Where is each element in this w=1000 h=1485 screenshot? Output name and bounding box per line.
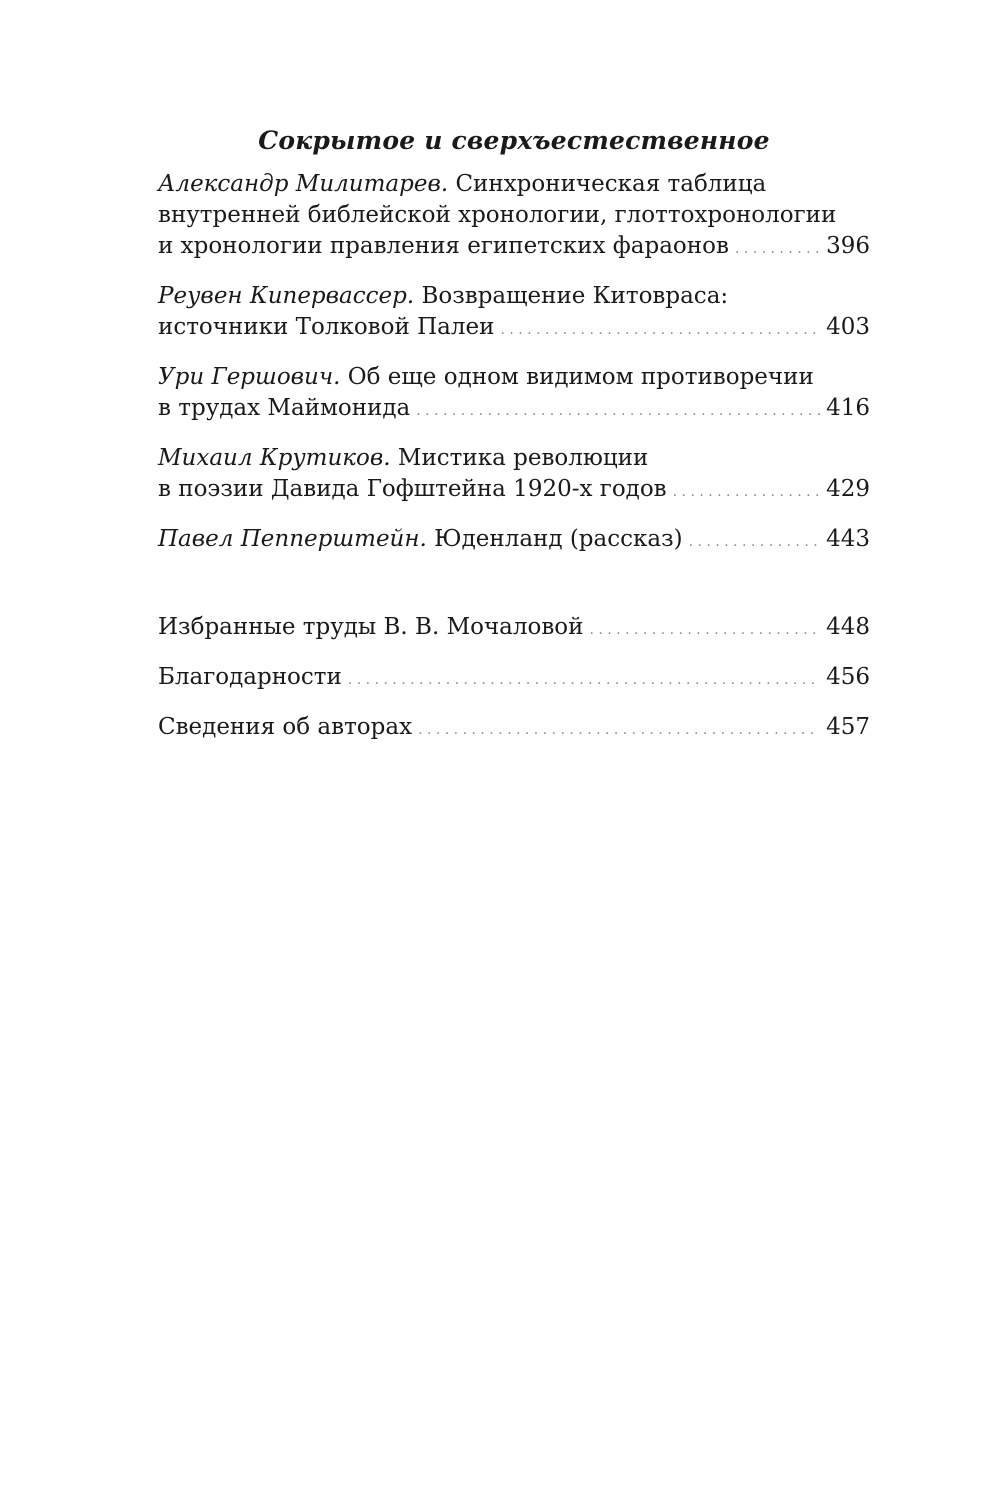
toc-entry-author: Михаил Крутиков.: [158, 445, 391, 471]
toc-entry[interactable]: [158, 281, 870, 346]
toc-entry[interactable]: [158, 169, 870, 265]
page-number: 448: [826, 614, 870, 640]
toc-entry-title: Возвращение Китовраса:: [421, 283, 729, 309]
toc-entry-title-line: внутренней библейской хронологии, глоттохронологии: [158, 202, 837, 228]
page-number: 403: [826, 314, 870, 340]
toc-entry-title: Юденланд (рассказ): [434, 526, 683, 552]
page-number: 396: [826, 233, 870, 259]
toc-entry-first-line: [158, 169, 870, 200]
toc-entry-author: Павел Пепперштейн.: [158, 526, 427, 552]
toc-entry-title: Об еще одном видимом противоречии: [347, 364, 814, 390]
toc-entry-author: Ури Гершович.: [158, 364, 341, 390]
toc-back-matter-title: Избранные труды В. В. Мочаловой: [158, 614, 584, 640]
toc-entry-title-line: в трудах Маймонида: [158, 395, 411, 421]
toc-entry-last-line: [158, 524, 870, 558]
toc-entry[interactable]: [158, 362, 870, 427]
toc-entry[interactable]: [158, 443, 870, 508]
toc-entry-last-line: [158, 474, 870, 508]
dot-leader: [589, 615, 820, 646]
dot-leader: [500, 315, 820, 346]
dot-leader: [416, 396, 820, 427]
page-number: 456: [826, 664, 870, 690]
toc-entry-first-line: [158, 524, 683, 555]
toc-entry-title: Синхроническая таблица: [455, 171, 767, 197]
toc-entry-last-line: [158, 231, 870, 265]
toc-entry-author: Александр Милитарев.: [158, 171, 449, 197]
page-number: 429: [826, 476, 870, 502]
dot-leader: [348, 665, 820, 696]
toc-entry-last-line: [158, 393, 870, 427]
toc-entry-first-line: [158, 281, 870, 312]
section-title: Сокрытое и сверхъестественное: [258, 126, 770, 155]
page-number: 416: [826, 395, 870, 421]
toc-entry-title-line: в поэзии Давида Гофштейна 1920-х годов: [158, 476, 667, 502]
toc-back-matter-entry[interactable]: [158, 662, 870, 696]
dot-leader: [673, 477, 820, 508]
dot-leader: [735, 234, 820, 265]
toc-entry-title-line: и хронологии правления египетских фараонов: [158, 233, 729, 259]
toc-entry-author: Реувен Кипервассер.: [158, 283, 415, 309]
dot-leader: [689, 527, 820, 558]
toc-entry[interactable]: [158, 524, 870, 558]
toc-entry-title-line: источники Толковой Палеи: [158, 314, 495, 340]
dot-leader: [418, 715, 820, 746]
toc-entry-last-line: [158, 312, 870, 346]
toc-back-matter-entry[interactable]: [158, 712, 870, 746]
section-gap: [158, 574, 870, 612]
table-of-contents: [158, 125, 870, 762]
toc-back-matter-title: Благодарности: [158, 664, 342, 690]
page-number: 443: [826, 526, 870, 552]
toc-entry-title: Мистика революции: [397, 445, 649, 471]
toc-back-matter-title: Сведения об авторах: [158, 714, 413, 740]
toc-entry-first-line: [158, 362, 870, 393]
toc-entry-first-line: [158, 443, 870, 474]
page-number: 457: [826, 714, 870, 740]
toc-back-matter-entry[interactable]: [158, 612, 870, 646]
